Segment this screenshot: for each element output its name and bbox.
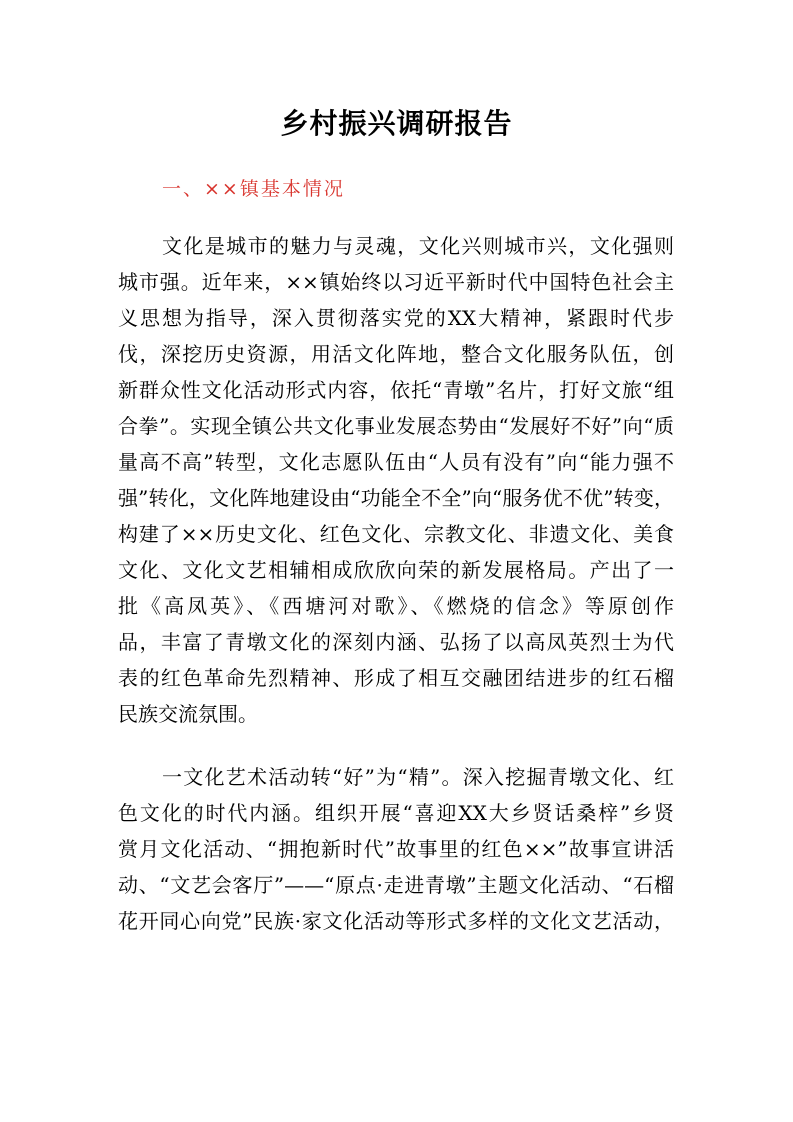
paragraph-line: 表的红色革命先烈精神、形成了相互交融团结进步的红石榴 [118,666,674,690]
document-title: 乡村振兴调研报告 [280,107,513,140]
paragraph-line: 动、“文艺会客厅”——“原点·走进青墩”主题文化活动、“石榴 [118,873,674,897]
paragraph-line: 新群众性文化活动形式内容，依托“青墩”名片，打好文旅“组 [118,378,674,402]
paragraph-line: 量高不高”转型，文化志愿队伍由“人员有没有”向“能力强不 [118,450,674,474]
paragraph-line: 品，丰富了青墩文化的深刻内涵、弘扬了以高凤英烈士为代 [118,630,674,654]
paragraph-line: 构建了××历史文化、红色文化、宗教文化、非遗文化、美食 [118,522,674,546]
paragraph-line: 色文化的时代内涵。组织开展“喜迎XX大乡贤话桑梓”乡贤 [118,801,674,825]
paragraph-line: 民族交流氛围。 [118,702,258,726]
paragraph-line: 文化是城市的魅力与灵魂，文化兴则城市兴，文化强则 [162,234,674,258]
paragraph-line: 花开同心向党”民族·家文化活动等形式多样的文化文艺活动， [118,909,674,933]
paragraph-line: 文化、文化文艺相辅相成欣欣向荣的新发展格局。产出了一 [118,558,674,582]
paragraph-line: 一文化艺术活动转“好”为“精”。深入挖掘青墩文化、红 [162,765,674,789]
paragraph-line: 合拳”。实现全镇公共文化事业发展态势由“发展好不好”向“质 [118,414,674,438]
paragraph-line: 强”转化，文化阵地建设由“功能全不全”向“服务优不优”转变， [118,486,674,510]
section-heading: 一、××镇基本情况 [162,178,345,200]
paragraph-line: 赏月文化活动、“拥抱新时代”故事里的红色××”故事宣讲活 [118,837,674,861]
paragraph-line: 城市强。近年来，××镇始终以习近平新时代中国特色社会主 [118,270,674,294]
paragraph-line: 伐，深挖历史资源，用活文化阵地，整合文化服务队伍，创 [118,342,674,366]
paragraph-line: 批《高凤英》、《西塘河对歌》、《燃烧的信念》等原创作 [118,594,674,618]
paragraph-line: 义思想为指导，深入贯彻落实党的XX大精神，紧跟时代步 [118,306,674,330]
